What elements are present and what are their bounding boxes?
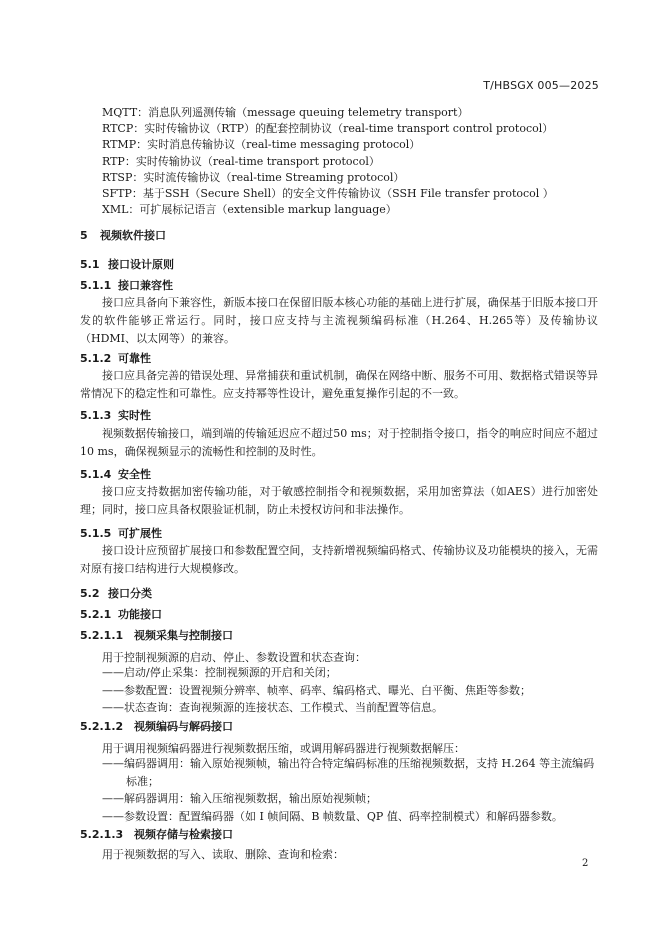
section-title: 接口设计原则 bbox=[108, 258, 174, 271]
section-number: 5.1.5 bbox=[80, 527, 112, 540]
section-title: 可扩展性 bbox=[118, 527, 162, 540]
intro-capture-control: 用于控制视频源的启动、停止、参数设置和状态查询： bbox=[102, 651, 366, 664]
intro-storage-retrieval: 用于视频数据的写入、读取、删除、查询和检索： bbox=[102, 848, 344, 861]
page-number: 2 bbox=[582, 858, 589, 869]
paragraph-security: 接口应支持数据加密传输功能，对于敏感控制指令和视频数据，采用加密算法（如AES）进行加密处理；同时，接口应具备权限验证机制，防止未授权访问和非法操作。 bbox=[80, 485, 598, 517]
section-heading-5-1-5 bbox=[80, 525, 162, 541]
list-item: ——状态查询：查询视频源的连接状态、工作模式、当前配置等信息。 bbox=[102, 701, 443, 714]
section-number: 5.2.1.2 bbox=[80, 720, 124, 733]
section-title: 视频软件接口 bbox=[100, 229, 166, 242]
section-number: 5.1.4 bbox=[80, 468, 112, 481]
codec-list bbox=[102, 755, 598, 825]
section-heading-5-2-1-1 bbox=[80, 627, 233, 643]
paragraph-realtime: 视频数据传输接口，端到端的传输延迟应不超过50 ms；对于控制指令接口，指令的响应时间应不超过10 ms，确保视频显示的流畅性和控制的及时性。 bbox=[80, 427, 598, 459]
section-number: 5.2 bbox=[80, 587, 100, 600]
list-item: ——编码器调用：输入原始视频帧，输出符合特定编码标准的压缩视频数据，支持 H.264 等主流编码标准； bbox=[102, 757, 595, 788]
section-title: 视频采集与控制接口 bbox=[134, 629, 233, 642]
section-heading-5-2 bbox=[80, 585, 152, 601]
abbreviation-item: MQTT：消息队列遥测传输（message queuing telemetry transport） bbox=[102, 106, 469, 119]
section-title: 接口分类 bbox=[108, 587, 152, 600]
list-item: ——参数设置：配置编码器（如 I 帧间隔、B 帧数量、QP 值、码率控制模式）和解码器参数。 bbox=[102, 809, 563, 823]
section-heading-5-2-1-3 bbox=[80, 826, 233, 842]
paragraph-compatibility: 接口应具备向下兼容性，新版本接口在保留旧版本核心功能的基础上进行扩展，确保基于旧版本接口开发的软件能够正常运行。同时，接口应支持与主流视频编码标准（H.264、H.265等）及传输协议（HDMI、以太网等）的兼容。 bbox=[80, 296, 598, 346]
section-heading-5 bbox=[80, 227, 166, 243]
list-item: ——解码器调用：输入压缩视频数据，输出原始视频帧； bbox=[102, 792, 377, 805]
section-title: 实时性 bbox=[118, 409, 151, 422]
list-item: ——参数配置：设置视频分辨率、帧率、码率、编码格式、曝光、白平衡、焦距等参数； bbox=[102, 683, 531, 697]
abbreviation-item: RTMP：实时消息传输协议（real-time messaging protocol） bbox=[102, 138, 421, 152]
section-number: 5.1 bbox=[80, 258, 100, 271]
section-title: 视频存储与检索接口 bbox=[134, 828, 233, 841]
abbreviation-item: RTP：实时传输协议（real-time transport protocol） bbox=[102, 154, 380, 168]
abbreviation-item: SFTP：基于SSH（Secure Shell）的安全文件传输协议（SSH File transfer protocol ） bbox=[102, 187, 554, 201]
section-number: 5.1.1 bbox=[80, 279, 112, 292]
section-title: 接口兼容性 bbox=[118, 279, 173, 292]
section-heading-5-2-1-2 bbox=[80, 718, 233, 734]
document-code: T/HBSGX 005—2025 bbox=[483, 79, 599, 92]
section-title: 可靠性 bbox=[118, 352, 151, 365]
section-number: 5.2.1.3 bbox=[80, 828, 124, 841]
section-heading-5-1 bbox=[80, 256, 174, 272]
section-heading-5-1-1 bbox=[80, 277, 173, 293]
section-heading-5-2-1 bbox=[80, 606, 162, 622]
section-title: 功能接口 bbox=[118, 608, 162, 621]
abbreviation-item: RTSP：实时流传输协议（real-time Streaming protocol） bbox=[102, 170, 405, 184]
paragraph-extensibility: 接口设计应预留扩展接口和参数配置空间，支持新增视频编码格式、传输协议及功能模块的接入，无需对原有接口结构进行大规模修改。 bbox=[80, 544, 598, 576]
section-title: 视频编码与解码接口 bbox=[134, 720, 233, 733]
intro-codec: 用于调用视频编码器进行视频数据压缩，或调用解码器进行视频数据解压： bbox=[102, 742, 465, 755]
section-heading-5-1-4 bbox=[80, 466, 151, 482]
abbreviation-item: XML：可扩展标记语言（extensible markup language） bbox=[102, 203, 397, 217]
capture-control-list bbox=[102, 664, 598, 717]
abbreviation-item: RTCP：实时传输协议（RTP）的配套控制协议（real-time transport control protocol） bbox=[102, 122, 554, 136]
section-number: 5.1.2 bbox=[80, 352, 112, 365]
section-number: 5 bbox=[80, 229, 88, 242]
abbreviation-list bbox=[102, 105, 554, 218]
list-item: ——启动/停止采集：控制视频源的开启和关闭； bbox=[102, 666, 337, 679]
paragraph-reliability: 接口应具备完善的错误处理、异常捕获和重试机制，确保在网络中断、服务不可用、数据格式错误等异常情况下的稳定性和可靠性。应支持幂等性设计，避免重复操作引起的不一致。 bbox=[80, 369, 598, 401]
section-heading-5-1-2 bbox=[80, 350, 151, 366]
section-number: 5.2.1 bbox=[80, 608, 112, 621]
section-number: 5.1.3 bbox=[80, 409, 112, 422]
section-title: 安全性 bbox=[118, 468, 151, 481]
section-number: 5.2.1.1 bbox=[80, 629, 124, 642]
section-heading-5-1-3 bbox=[80, 407, 151, 423]
